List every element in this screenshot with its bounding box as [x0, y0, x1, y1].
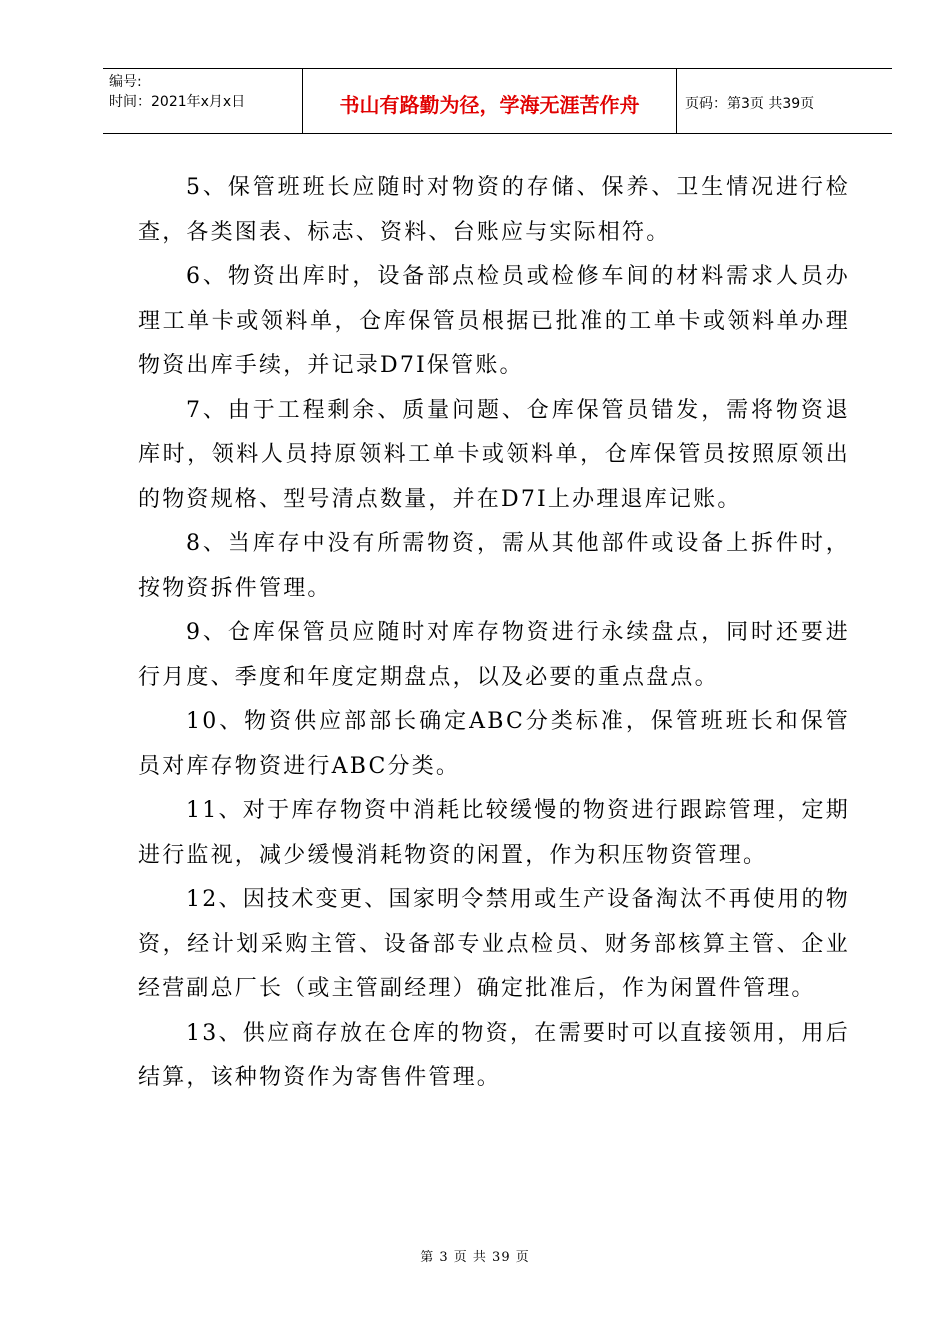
page-footer: 第 3 页 共 39 页	[420, 1250, 530, 1265]
document-body	[138, 166, 850, 1101]
paragraph-8: 8、当库存中没有所需物资，需从其他部件或设备上拆件时，按物资拆件管理。	[138, 531, 850, 601]
paragraph-7: 7、由于工程剩余、质量问题、仓库保管员错发，需将物资退库时，领料人员持原领料工单卡或领料单，仓库保管员按照原领出的物资规格、型号清点数量，并在D7I上办理退库记账。	[138, 397, 850, 512]
paragraph-10: 10、物资供应部部长确定ABC分类标准，保管班班长和保管员对库存物资进行ABC分类。	[138, 709, 850, 779]
paragraph-9: 9、仓库保管员应随时对库存物资进行永续盘点，同时还要进行月度、季度和年度定期盘点，以及必要的重点盘点。	[138, 620, 850, 690]
document-time-label: 时间：2021年x月x日	[109, 94, 246, 110]
paragraph-11: 11、对于库存物资中消耗比较缓慢的物资进行跟踪管理，定期进行监视，减少缓慢消耗物资的闲置，作为积压物资管理。	[138, 798, 850, 868]
paragraph-6: 6、物资出库时，设备部点检员或检修车间的材料需求人员办理工单卡或领料单，仓库保管员根据已批准的工单卡或领料单办理物资出库手续，并记录D7I保管账。	[138, 264, 850, 378]
paragraph-5: 5、保管班班长应随时对物资的存储、保养、卫生情况进行检查，各类图表、标志、资料、台账应与实际相符。	[138, 175, 850, 245]
header-page-info: 页码：第3页 共39页	[685, 96, 815, 112]
paragraph-12: 12、因技术变更、国家明令禁用或生产设备淘汰不再使用的物资，经计划采购主管、设备部专业点检员、财务部核算主管、企业经营副总厂长（或主管副经理）确定批准后，作为闲置件管理。	[138, 887, 850, 1001]
document-number-label: 编号:	[109, 74, 142, 90]
header-meta	[103, 69, 303, 133]
page-header	[103, 68, 892, 134]
paragraph-13: 13、供应商存放在仓库的物资，在需要时可以直接领用，用后结算，该种物资作为寄售件管理。	[138, 1020, 850, 1090]
header-motto: 书山有路勤为径，学海无涯苦作舟	[303, 69, 677, 133]
